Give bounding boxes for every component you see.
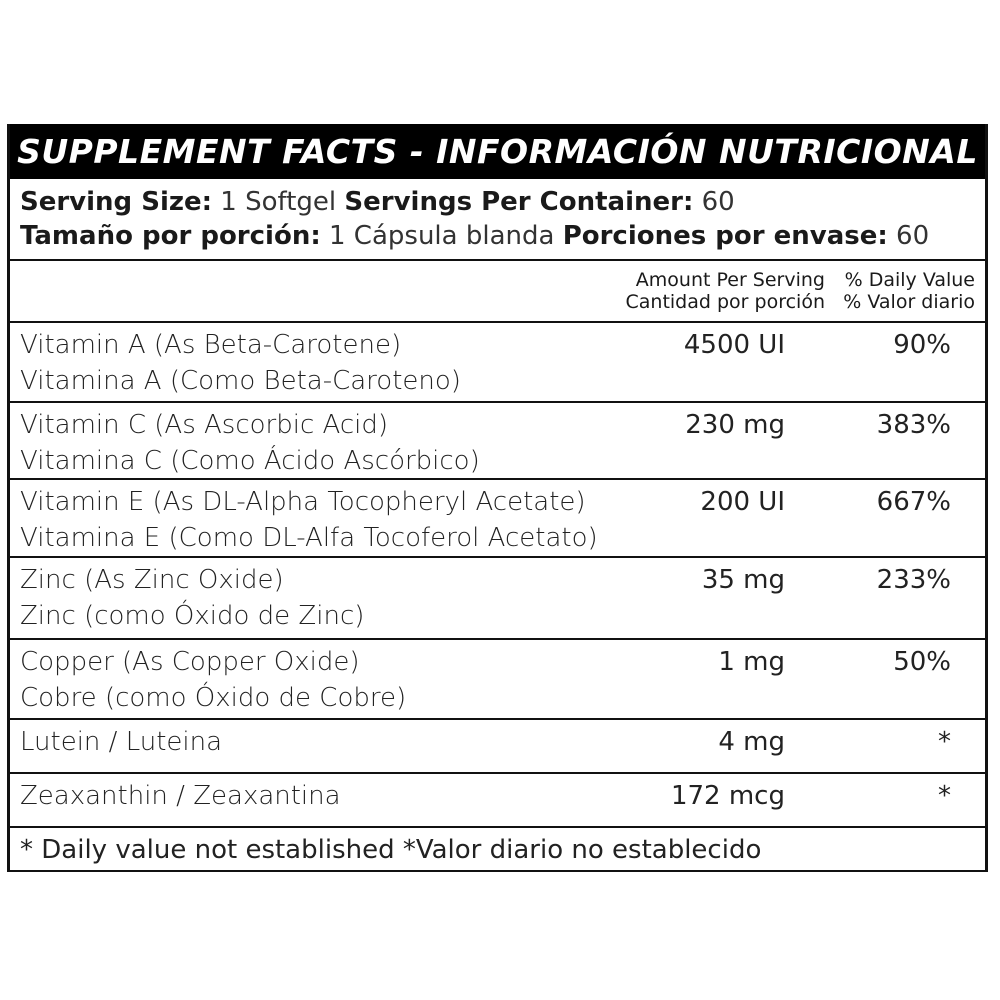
nutrient-row (10, 720, 985, 774)
nutrient-row (10, 480, 985, 558)
servings-per-container-value: 60 (701, 187, 735, 217)
nutrient-amount: 230 mg (685, 410, 785, 440)
nutrient-name (20, 562, 364, 634)
nutrient-daily-value: 50% (893, 647, 951, 677)
serving-line-es (20, 219, 985, 253)
nutrient-name-en: Vitamin E (As DL-Alpha Tocopheryl Acetate) (20, 487, 586, 517)
serving-info (10, 179, 985, 261)
nutrient-name (20, 327, 461, 399)
nutrient-name: Zeaxanthin / Zeaxantina (20, 781, 341, 811)
nutrient-row (10, 323, 985, 403)
nutrient-amount: 4500 UI (683, 330, 785, 360)
nutrient-row (10, 558, 985, 640)
nutrient-name-es: Zinc (como Óxido de Zinc) (20, 601, 365, 631)
nutrient-name-en: Zinc (As Zinc Oxide) (20, 565, 284, 595)
tamano-porcion-label: Tamaño por porción: (20, 221, 321, 251)
serving-size-value: 1 Softgel (220, 187, 337, 217)
nutrient-name-es: Vitamina A (Como Beta-Caroteno) (20, 366, 461, 396)
nutrient-name: Lutein / Luteina (20, 727, 223, 757)
nutrient-daily-value: * (938, 727, 951, 757)
nutrient-amount: 1 mg (718, 647, 785, 677)
daily-value-column-header (843, 269, 975, 313)
porciones-envase-value: 60 (896, 221, 930, 251)
dv-header-en: % Daily Value (844, 269, 975, 291)
nutrient-row (10, 640, 985, 720)
nutrient-row (10, 403, 985, 480)
nutrient-name-en: Vitamin C (As Ascorbic Acid) (20, 410, 389, 440)
nutrient-name-en: Copper (As Copper Oxide) (20, 647, 360, 677)
nutrient-name-es: Vitamina C (Como Ácido Ascórbico) (20, 446, 480, 476)
nutrient-name (20, 484, 598, 556)
column-headers (10, 261, 985, 323)
nutrient-name (20, 407, 480, 479)
supplement-facts-panel (7, 124, 988, 872)
nutrient-name (20, 644, 406, 716)
nutrient-amount: 172 mcg (670, 781, 785, 811)
nutrient-daily-value: 383% (876, 410, 951, 440)
dv-header-es: % Valor diario (843, 291, 975, 313)
nutrient-name-es: Cobre (como Óxido de Cobre) (20, 683, 407, 713)
tamano-porcion-value: 1 Cápsula blanda (329, 221, 555, 251)
nutrient-name-en: Vitamin A (As Beta-Carotene) (20, 330, 402, 360)
amount-header-es: Cantidad por porción (625, 291, 825, 313)
nutrient-amount: 4 mg (718, 727, 785, 757)
amount-column-header (626, 269, 826, 313)
nutrient-row (10, 774, 985, 828)
footnote: * Daily value not established *Valor diario no establecido (20, 835, 762, 865)
nutrient-amount: 200 UI (700, 487, 785, 517)
nutrient-daily-value: 233% (876, 565, 951, 595)
porciones-envase-label: Porciones por envase: (562, 221, 888, 251)
nutrient-amount: 35 mg (701, 565, 785, 595)
nutrient-name-es: Vitamina E (Como DL-Alfa Tocoferol Acetato) (20, 523, 598, 553)
serving-line-en (20, 185, 985, 219)
amount-header-en: Amount Per Serving (635, 269, 825, 291)
serving-size-label: Serving Size: (20, 187, 213, 217)
nutrient-daily-value: 90% (893, 330, 951, 360)
servings-per-container-label: Servings Per Container: (344, 187, 694, 217)
panel-title: SUPPLEMENT FACTS - INFORMACIÓN NUTRICIONAL (10, 124, 985, 179)
nutrient-daily-value: 667% (876, 487, 951, 517)
nutrient-daily-value: * (938, 781, 951, 811)
